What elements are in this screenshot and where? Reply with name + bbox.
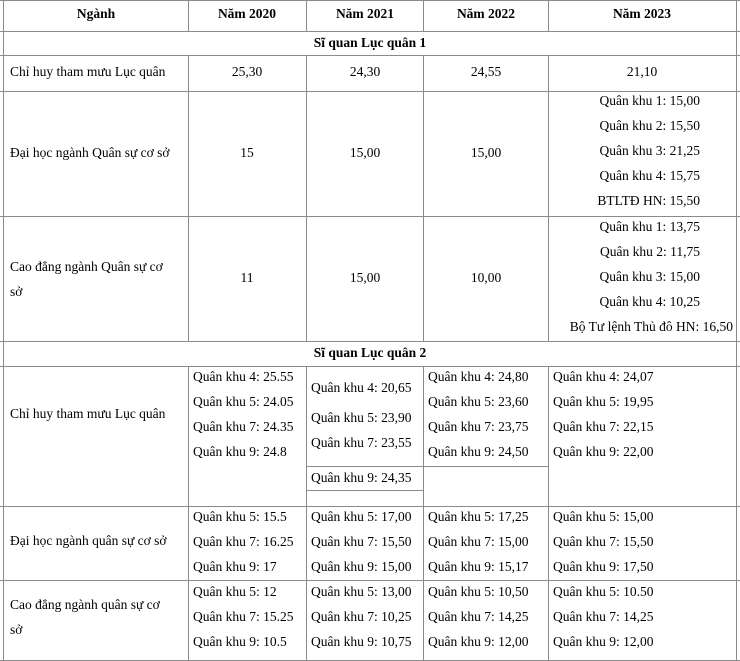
score-2022-line: Quân khu 5: 23,60 bbox=[428, 394, 529, 409]
row-name-line1: Cao đẳng ngành quân sự cơ bbox=[10, 597, 160, 612]
score-2021-line: Quân khu 9: 24,35 bbox=[311, 470, 412, 485]
col-divider bbox=[188, 366, 189, 661]
score-2021-line: Quân khu 5: 17,00 bbox=[311, 509, 412, 524]
score-2023-line: Quân khu 9: 12,00 bbox=[553, 634, 654, 649]
col-divider bbox=[306, 366, 307, 661]
score-2021-line: Quân khu 4: 20,65 bbox=[311, 380, 412, 395]
row-divider bbox=[0, 31, 740, 32]
score-2020-line: Quân khu 7: 16.25 bbox=[193, 534, 294, 549]
score-2021-line: Quân khu 9: 15,00 bbox=[311, 559, 412, 574]
section-title-sq1: Sĩ quan Lục quân 1 bbox=[313, 35, 427, 50]
row-name-line2: sở bbox=[10, 284, 23, 299]
score-2022-line: Quân khu 5: 17,25 bbox=[428, 509, 529, 524]
score-2023-line: Quân khu 7: 14,25 bbox=[553, 609, 654, 624]
col-divider bbox=[423, 0, 424, 31]
score-2020-line: Quân khu 9: 17 bbox=[193, 559, 277, 574]
score-2022-line: Quân khu 9: 15,17 bbox=[428, 559, 529, 574]
score-2023-line: Quân khu 2: 15,50 bbox=[599, 118, 700, 133]
section-title-sq2: Sĩ quan Lục quân 2 bbox=[313, 345, 427, 360]
score-2023-line: Quân khu 1: 13,75 bbox=[599, 219, 700, 234]
score-2023-line: BTLTĐ HN: 15,50 bbox=[597, 193, 700, 208]
score-2021-line: Quân khu 7: 15,50 bbox=[311, 534, 412, 549]
score-2021-line: Quân khu 5: 13,00 bbox=[311, 584, 412, 599]
score-2023-line: Quân khu 9: 22,00 bbox=[553, 444, 654, 459]
score-2023-line: Quân khu 4: 15,75 bbox=[599, 168, 700, 183]
row-divider bbox=[0, 580, 740, 581]
row-divider bbox=[0, 91, 740, 92]
col-divider bbox=[306, 0, 307, 31]
header-year-2021: Năm 2021 bbox=[335, 6, 395, 21]
col-divider bbox=[548, 0, 549, 31]
row-name-line1: Cao đẳng ngành Quân sự cơ bbox=[10, 259, 163, 274]
score-2022: 15,00 bbox=[470, 145, 502, 160]
score-2023-line: Quân khu 7: 15,50 bbox=[553, 534, 654, 549]
cell-divider bbox=[306, 466, 424, 467]
score-2021: 24,30 bbox=[349, 64, 381, 79]
score-2022-line: Quân khu 9: 12,00 bbox=[428, 634, 529, 649]
score-2023-line: Quân khu 4: 24,07 bbox=[553, 369, 654, 384]
score-2021-line: Quân khu 7: 23,55 bbox=[311, 435, 412, 450]
score-2023-line: Bộ Tư lệnh Thủ đô HN: 16,50 bbox=[569, 319, 733, 334]
row-name: Chỉ huy tham mưu Lục quân bbox=[10, 406, 166, 421]
score-2023-line: Quân khu 7: 22,15 bbox=[553, 419, 654, 434]
score-2023-line: Quân khu 9: 17,50 bbox=[553, 559, 654, 574]
score-2021: 15,00 bbox=[349, 270, 381, 285]
row-divider bbox=[0, 216, 740, 217]
score-2023-line: Quân khu 3: 21,25 bbox=[599, 143, 700, 158]
score-2020-line: Quân khu 5: 15.5 bbox=[193, 509, 287, 524]
table-border-right bbox=[736, 0, 737, 661]
col-divider bbox=[548, 366, 549, 661]
score-2022: 10,00 bbox=[470, 270, 502, 285]
score-2023-line: Quân khu 2: 11,75 bbox=[600, 244, 700, 259]
score-2020-line: Quân khu 9: 10.5 bbox=[193, 634, 287, 649]
score-2020-line: Quân khu 4: 25.55 bbox=[193, 369, 294, 384]
score-2021-line: Quân khu 5: 23,90 bbox=[311, 410, 412, 425]
cell-divider bbox=[423, 466, 548, 467]
col-divider bbox=[423, 366, 424, 661]
score-2022-line: Quân khu 5: 10,50 bbox=[428, 584, 529, 599]
score-2023-line: Quân khu 3: 15,00 bbox=[599, 269, 700, 284]
score-2020-line: Quân khu 7: 24.35 bbox=[193, 419, 294, 434]
header-nganh: Ngành bbox=[76, 6, 116, 21]
score-2021-line: Quân khu 7: 10,25 bbox=[311, 609, 412, 624]
score-2022-line: Quân khu 7: 15,00 bbox=[428, 534, 529, 549]
score-2022: 24,55 bbox=[470, 64, 502, 79]
score-2021-line: Quân khu 9: 10,75 bbox=[311, 634, 412, 649]
score-2020-line: Quân khu 9: 24.8 bbox=[193, 444, 287, 459]
score-2022-line: Quân khu 4: 24,80 bbox=[428, 369, 529, 384]
score-2020-line: Quân khu 7: 15.25 bbox=[193, 609, 294, 624]
score-2020-line: Quân khu 5: 12 bbox=[193, 584, 277, 599]
score-2023-line: Quân khu 5: 15,00 bbox=[553, 509, 654, 524]
score-2020: 25,30 bbox=[231, 64, 263, 79]
score-2023: 21,10 bbox=[626, 64, 658, 79]
score-2020: 15 bbox=[240, 145, 254, 160]
table-border-left bbox=[3, 0, 4, 661]
score-2020-line: Quân khu 5: 24.05 bbox=[193, 394, 294, 409]
score-2022-line: Quân khu 7: 14,25 bbox=[428, 609, 529, 624]
row-divider bbox=[0, 506, 740, 507]
col-divider bbox=[548, 55, 549, 341]
score-2023-line: Quân khu 1: 15,00 bbox=[599, 93, 700, 108]
row-divider bbox=[0, 366, 740, 367]
col-divider bbox=[306, 55, 307, 341]
col-divider bbox=[188, 0, 189, 31]
score-2022-line: Quân khu 9: 24,50 bbox=[428, 444, 529, 459]
cell-divider bbox=[306, 490, 424, 491]
header-year-2020: Năm 2020 bbox=[217, 6, 277, 21]
row-name: Đại học ngành quân sự cơ sở bbox=[10, 533, 167, 548]
row-divider bbox=[0, 341, 740, 342]
score-2023-line: Quân khu 4: 10,25 bbox=[599, 294, 700, 309]
score-2023-line: Quân khu 5: 10.50 bbox=[553, 584, 654, 599]
header-year-2022: Năm 2022 bbox=[456, 6, 516, 21]
score-2023-line: Quân khu 5: 19,95 bbox=[553, 394, 654, 409]
score-2021: 15,00 bbox=[349, 145, 381, 160]
row-divider bbox=[0, 0, 740, 1]
score-2020: 11 bbox=[240, 270, 254, 285]
col-divider bbox=[423, 55, 424, 341]
col-divider bbox=[188, 55, 189, 341]
row-name: Chỉ huy tham mưu Lục quân bbox=[10, 64, 166, 79]
score-2022-line: Quân khu 7: 23,75 bbox=[428, 419, 529, 434]
row-name-line2: sở bbox=[10, 622, 23, 637]
row-name: Đại học ngành Quân sự cơ sở bbox=[10, 145, 170, 160]
row-divider bbox=[0, 55, 740, 56]
header-year-2023: Năm 2023 bbox=[612, 6, 672, 21]
